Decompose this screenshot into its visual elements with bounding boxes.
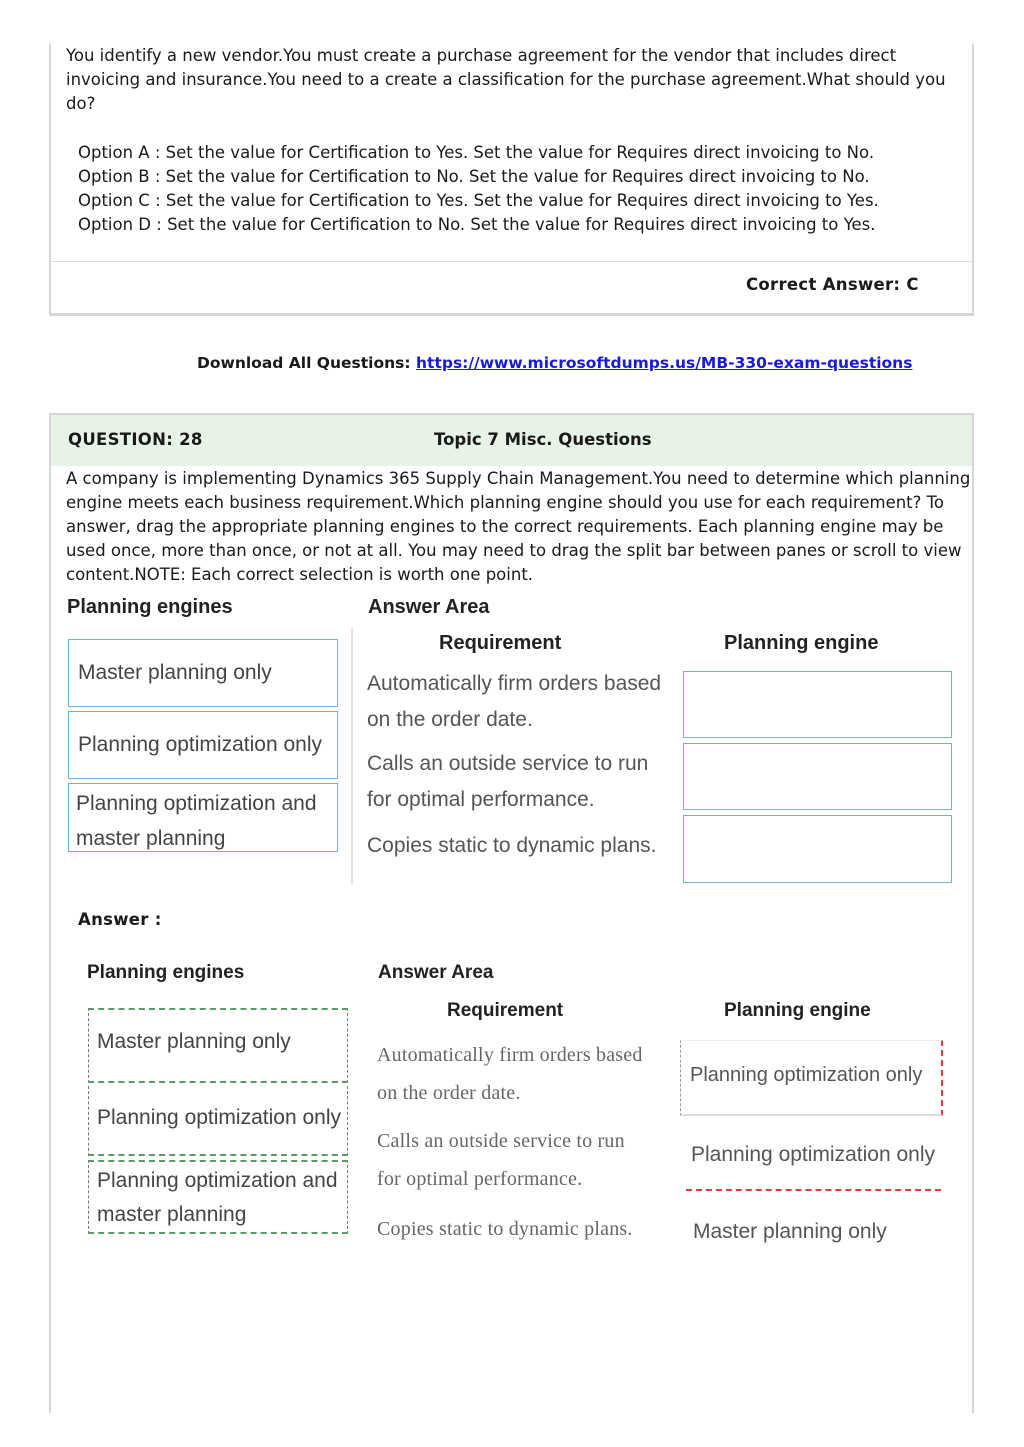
- download-link[interactable]: https://www.microsoftdumps.us/MB-330-exam-questions: [416, 354, 913, 372]
- answer-selection-2: Planning optimization only: [691, 1143, 935, 1166]
- requirement-1: Automatically firm orders based on the order date.: [367, 672, 662, 731]
- question-topic: Topic 7 Misc. Questions: [434, 430, 652, 449]
- correct-answer: Correct Answer: C: [746, 275, 919, 294]
- answer-slot-2-border: [686, 1189, 941, 1191]
- answer-engine-heading: Planning engine: [724, 1000, 871, 1021]
- answer-requirement-3: Copies static to dynamic plans.: [377, 1218, 633, 1240]
- option-b: Option B : Set the value for Certification to No. Set the value for Requires direct invoicing to No.: [78, 167, 870, 186]
- answer-requirement-1: Automatically firm orders based on the order date.: [377, 1044, 643, 1104]
- download-label: Download All Questions:: [197, 354, 411, 372]
- planning-engine-heading: Planning engine: [724, 632, 879, 654]
- answer-engine-optimization-and-master: Planning optimization and master planning: [88, 1160, 348, 1234]
- answer-label: Answer :: [78, 910, 162, 929]
- answer-engine-master-planning-only: Master planning only: [88, 1008, 348, 1083]
- drop-target-2[interactable]: [683, 743, 952, 810]
- answer-selection-1: Planning optimization only: [690, 1064, 923, 1086]
- engine-optimization-and-master[interactable]: Planning optimization and master planning: [68, 783, 338, 852]
- answer-engine-planning-optimization-only: Planning optimization only: [88, 1086, 348, 1156]
- option-a: Option A : Set the value for Certification to Yes. Set the value for Requires direct invoicing to No.: [78, 143, 875, 162]
- question-number: QUESTION: 28: [68, 430, 203, 449]
- split-bar[interactable]: [351, 628, 353, 884]
- question-text: A company is implementing Dynamics 365 Supply Chain Management.You need to determine which planning engine meets each business requirement.Which planning engine should you use for each requirement? To answer, drag the appropriate planning engines to the correct requirements. Each planning engine may be used once, more than once, or not at all. You may need to drag the split bar between panes or scroll to view content.NOTE: Each correct selection is worth one point.: [66, 469, 971, 584]
- divider: [51, 261, 972, 262]
- requirement-heading: Requirement: [439, 632, 562, 654]
- answer-requirement-2: Calls an outside service to run for optimal performance.: [377, 1130, 625, 1190]
- engine-planning-optimization-only[interactable]: Planning optimization only: [68, 711, 338, 779]
- answer-requirement-heading: Requirement: [447, 1000, 564, 1021]
- option-d: Option D : Set the value for Certification to No. Set the value for Requires direct invoicing to Yes.: [78, 215, 876, 234]
- drop-target-1[interactable]: [683, 671, 952, 738]
- engine-master-planning-only[interactable]: Master planning only: [68, 639, 338, 707]
- answer-selection-3: Master planning only: [693, 1220, 887, 1243]
- options-list: [78, 141, 879, 237]
- previous-question-text: You identify a new vendor.You must create a purchase agreement for the vendor that includes direct invoicing and insurance.You need to a create a classification for the purchase agreement.What should you do?: [66, 46, 946, 113]
- answer-area-heading: Answer Area: [368, 596, 490, 618]
- download-line: [197, 354, 912, 372]
- requirement-3: Copies static to dynamic plans.: [367, 834, 657, 857]
- option-c: Option C : Set the value for Certification to Yes. Set the value for Requires direct invoicing to Yes.: [78, 191, 879, 210]
- engines-heading: Planning engines: [67, 596, 233, 618]
- requirement-2: Calls an outside service to run for optimal performance.: [367, 752, 649, 811]
- drop-target-3[interactable]: [683, 815, 952, 883]
- answer-engines-heading: Planning engines: [87, 962, 245, 983]
- answer-area-heading-2: Answer Area: [378, 962, 494, 983]
